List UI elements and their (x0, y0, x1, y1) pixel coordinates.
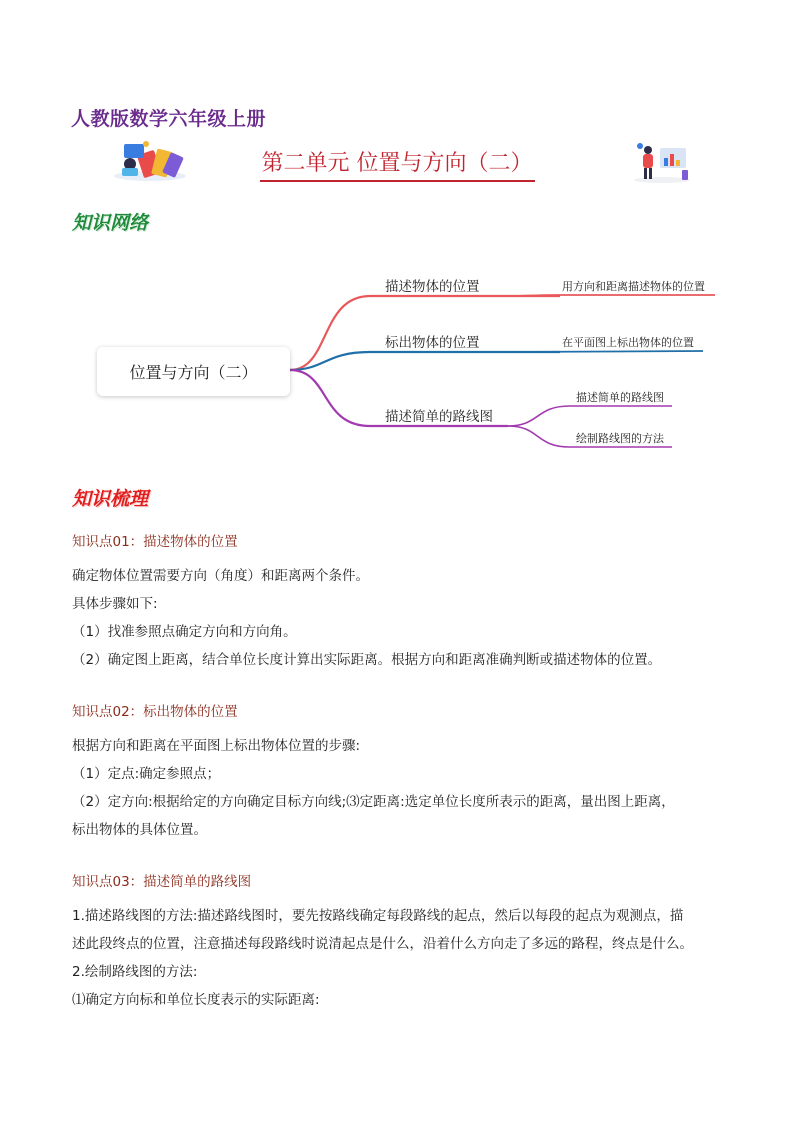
paragraph-line: 2.绘制路线图的方法: (72, 964, 198, 980)
knowledge-point-2-title: 知识点02：标出物体的位置 (72, 704, 238, 720)
paragraph-line: ⑴确定方向标和单位长度表示的实际距离: (72, 992, 320, 1008)
knowledge-point-2-body (72, 732, 732, 844)
section-heading-network: 知识网络 (72, 212, 149, 234)
paragraph-line: （1）找准参照点确定方向和方向角。 (72, 624, 297, 640)
mindmap-leaf-1-1: 用方向和距离描述物体的位置 (562, 280, 705, 293)
leaf-connector-1 (508, 295, 715, 296)
mindmap-branch-3: 描述简单的路线图 (385, 409, 493, 425)
mindmap-branch-2: 标出物体的位置 (385, 335, 480, 351)
paragraph-line: （1）定点:确定参照点； (72, 766, 221, 782)
knowledge-point-3-body (72, 902, 732, 1014)
paragraph-line: 根据方向和距离在平面图上标出物体位置的步骤: (72, 738, 361, 754)
book-title: 人教版数学六年级上册 (71, 108, 267, 130)
paragraph-line: 1.描述路线图的方法:描述路线图时，要先按路线确定每段路线的起点，然后以每段的起点为观测点，描 (72, 908, 684, 924)
knowledge-point-3-title: 知识点03：描述简单的路线图 (72, 874, 252, 890)
leaf-connector-3a (508, 406, 672, 426)
knowledge-point-1-body (72, 562, 732, 674)
mindmap-root: 位置与方向（二） (97, 347, 290, 396)
paragraph-line: （2）定方向:根据给定的方向确定目标方向线;⑶定距离:选定单位长度所表示的距离，量出图上距离， (72, 794, 675, 810)
paragraph-line: （2）确定图上距离，结合单位长度计算出实际距离。根据方向和距离准确判断或描述物体的位置。 (72, 652, 662, 668)
mindmap-branch-1: 描述物体的位置 (385, 279, 480, 295)
unit-title: 第二单元 位置与方向（二） (0, 146, 794, 182)
paragraph-line: 具体步骤如下: (72, 596, 158, 612)
paragraph-line: 述此段终点的位置，注意描述每段路线时说清起点是什么，沿着什么方向走了多远的路程，终点是什么。 (72, 936, 693, 952)
knowledge-point-1-title: 知识点01：描述物体的位置 (72, 534, 238, 550)
mindmap-leaf-3-1: 描述简单的路线图 (576, 391, 664, 404)
mindmap-leaf-2-1: 在平面图上标出物体的位置 (562, 336, 694, 349)
paragraph-line: 确定物体位置需要方向（角度）和距离两个条件。 (72, 568, 369, 584)
section-heading-review: 知识梳理 (72, 488, 149, 510)
branch-connector-2 (290, 352, 560, 370)
mindmap-leaf-3-2: 绘制路线图的方法 (576, 432, 664, 445)
paragraph-line: 标出物体的具体位置。 (72, 822, 207, 838)
leaf-connector-2 (508, 351, 703, 352)
